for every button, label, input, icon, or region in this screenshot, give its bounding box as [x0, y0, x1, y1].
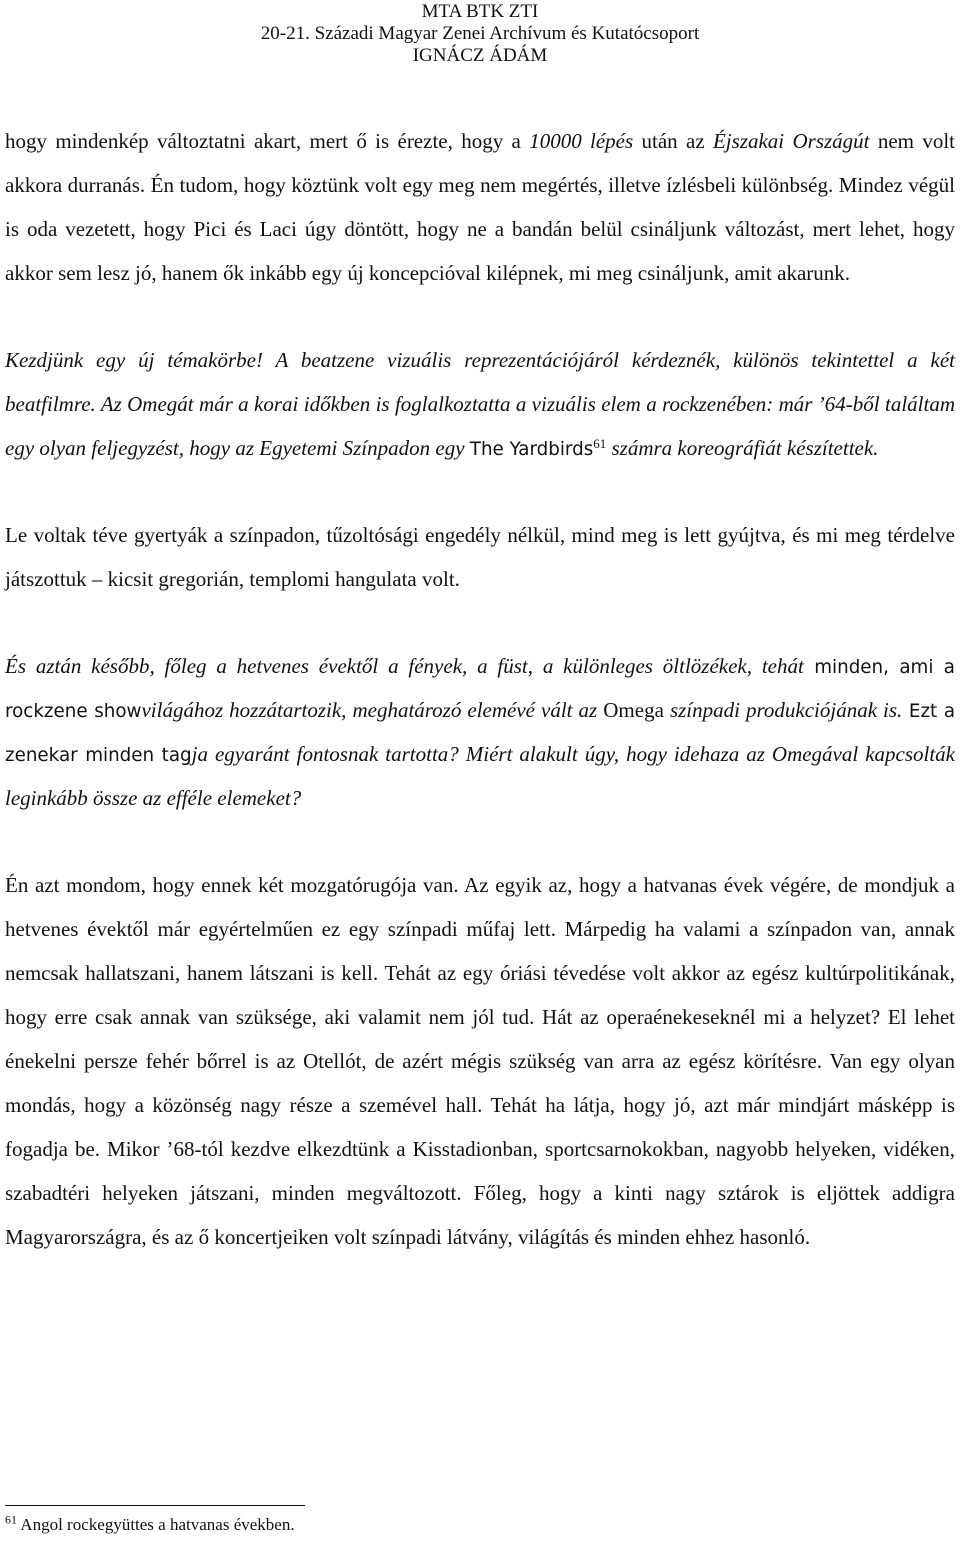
question-text: számra koreográfiát készítettek. — [606, 436, 879, 460]
question-text: színpadi produkciójának is. — [663, 698, 903, 722]
text-run: Ezt a zenekar minden tag — [5, 701, 956, 766]
document-body — [5, 120, 955, 1260]
answer-text: Le voltak téve gyertyák a színpadon, tűzoltósági engedély nélkül, mind meg is lett gyújtva, és mi meg térdelve játszottuk – kicsit gregorián, templomi hangulata volt. — [5, 523, 955, 591]
band-name: Omega — [603, 698, 664, 722]
text-run: hogy mindenkép változtatni akart, mert ő is érezte, hogy a — [5, 129, 530, 153]
footnote — [5, 1514, 295, 1536]
page-header — [0, 0, 960, 67]
header-archive: 20-21. Századi Magyar Zenei Archívum és Kutatócsoport — [260, 23, 700, 44]
paragraph-answer-1 — [5, 120, 955, 296]
text-run: után az — [633, 129, 713, 153]
paragraph-question-1 — [5, 339, 955, 471]
footnote-text: Angol rockegyüttes a hatvanas években. — [17, 1515, 295, 1534]
band-name: The Yardbirds — [469, 439, 594, 460]
header-author: IGNÁCZ ÁDÁM — [412, 45, 548, 66]
question-text: És aztán később, főleg a hetvenes évektől a fények, a füst, a különleges öltlözékek, tehát — [5, 654, 804, 678]
answer-text: Én azt mondom, hogy ennek két mozgatórugója van. Az egyik az, hogy a hatvanas évek végére, de mondjuk a hetvenes évektől már egyértelműen ez egy színpadi műfaj lett. Márpedig ha valami a színpadon van, annak nemcsak hallatszani, hanem látszani is kell. Tehát az egy óriási tévedése volt akkor az egész kultúrpolitikának, hogy erre csak annak van szüksége, aki valamit nem jól tud. Hát az operaénekeseknél mi a helyzet? El lehet énekelni persze fehér bőrrel is az Otellót, de azért mégis szükség van arra az egész körítésre. Van egy olyan mondás, hogy a közönség nagy része a szemével hall. Tehát ha látja, hogy jó, azt már mindjárt másképp is fogadja be. Mikor ’68-tól kezdve elkezdtünk a Kisstadionban, sportcsarnokokban, nagyobb helyeken, vidéken, szabadtéri helyeken játszani, minden megváltozott. Főleg, hogy a kinti nagy sztárok is eljöttek addigra Magyarországra, és az ő koncertjeiken volt színpadi látvány, világítás és minden ehhez hasonló. — [5, 873, 955, 1249]
text-run: minden, ami a rockzene show — [5, 657, 956, 722]
album-title: 10000 lépés — [529, 129, 634, 153]
header-institution: MTA BTK ZTI — [421, 1, 539, 22]
album-title: Éjszakai Országút — [712, 129, 870, 153]
paragraph-question-2 — [5, 645, 955, 821]
question-text: ja egyaránt fontosnak tartotta? Miért alakult úgy, hogy idehaza az Omegával kapcsolták leginkább össze az efféle elemeket? — [5, 742, 956, 810]
paragraph-answer-2 — [5, 514, 955, 602]
footnote-number: 61 — [5, 1512, 17, 1527]
question-text: Kezdjünk egy új témakörbe! A beatzene vizuális reprezentációjáról kérdeznék, különös tekintettel a két beatfilmre. Az Omegát már a korai időkben is foglalkoztatta a vizuális elem a rockzenében: már ’64-ből találtam egy olyan feljegyzést, hogy az Egyetemi Színpadon egy — [5, 348, 955, 460]
footnote-ref[interactable]: 61 — [593, 435, 607, 451]
question-text: világához hozzátartozik, meghatározó elemévé vált az — [141, 698, 604, 722]
paragraph-answer-3 — [5, 864, 955, 1260]
footnote-divider — [5, 1505, 305, 1506]
text-run: nem volt akkora durranás. Én tudom, hogy köztünk volt egy meg nem megértés, illetve ízlésbeli különbség. Mindez végül is oda vezetett, hogy Pici és Laci úgy döntött, hogy ne a bandán belül csináljunk változást, mert lehet, hogy akkor sem lesz jó, hanem ők inkább egy új koncepcióval kilépnek, mi meg csináljunk, amit akarunk. — [5, 129, 955, 285]
